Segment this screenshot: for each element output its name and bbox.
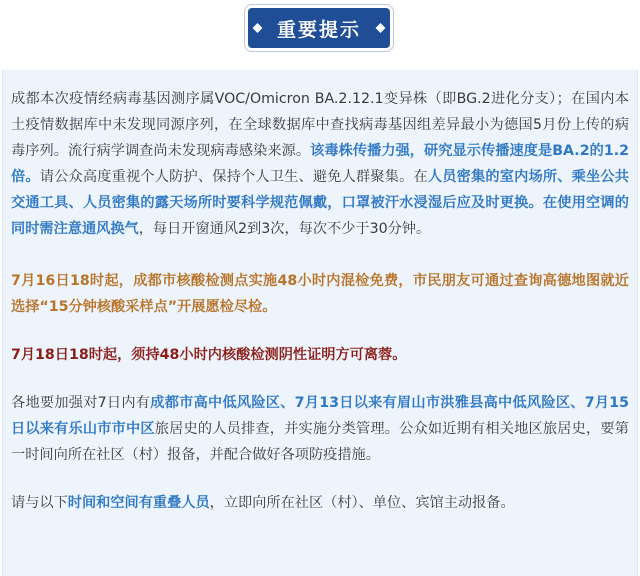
paragraph-report (11, 490, 629, 516)
paragraph-free-testing: 7月16日18时起，成都市核酸检测点实施48小时内混检免费，市民朋友可通过查询高德地图就近选择“15分钟核酸采样点”开展愿检尽检。 (11, 273, 629, 315)
text-segment: 请与以下 (11, 495, 68, 511)
paragraph-risk-areas (11, 390, 629, 468)
text-segment: ，每日开窗通风2到3次，每次不少于30分钟。 (138, 221, 431, 237)
text-segment: 成都本次疫情经病毒基因测序属VOC/Omicron BA.2.12.1变异株（即BG.2进化分支）；在国内本土疫情数据库中未发现同源序列，在全球数据库中查找病毒基因组差异最小为德国5月份上传的病毒序列。流行病学调查尚未发现病毒感染来源。 (11, 91, 629, 159)
important-notice-badge: 重要提示 (248, 8, 390, 48)
text-segment: 旅居史的人员排查，并实施分类管理。公众如近期有相关地区旅居史，要第一时间向所在社区（村）报备，并配合做好各项防疫措施。 (11, 421, 629, 463)
paragraph-gap (11, 242, 629, 268)
highlight-mask-guidance: 人员密集的室内场所、乘坐公共交通工具、人员密集的露天场所时要科学规范佩戴，口罩被汗水浸湿后应及时更换。在使用空调的同时需注意通风换气 (11, 169, 629, 237)
highlight-risk-areas: 成都市高中低风险区、7月13日以来有眉山市洪雅县高中低风险区、7月15日以来有乐山市市中区 (11, 395, 630, 437)
highlight-overlap: 时间和空间有重叠人员 (67, 495, 210, 511)
header-area (0, 0, 640, 70)
text-segment: ，立即向所在社区（村）、单位、宾馆主动报备。 (209, 495, 515, 511)
paragraph-gap (11, 468, 629, 490)
paragraph-gap (11, 368, 629, 390)
text-segment: 请公众高度重视个人防护、保持个人卫生、避免人群聚集。在 (39, 169, 428, 185)
highlight-transmission: 该毒株传播力强，研究显示传播速度是BA.2的1.2倍。 (11, 143, 629, 185)
paragraph-gap (11, 320, 629, 342)
notice-panel (2, 70, 638, 576)
paragraph-virus-info (11, 86, 629, 242)
text-segment: 各地要加强对7日内有 (11, 395, 151, 411)
paragraph-leave-requirement: 7月18日18时起，须持48小时内核酸检测阴性证明方可离蓉。 (11, 347, 407, 363)
